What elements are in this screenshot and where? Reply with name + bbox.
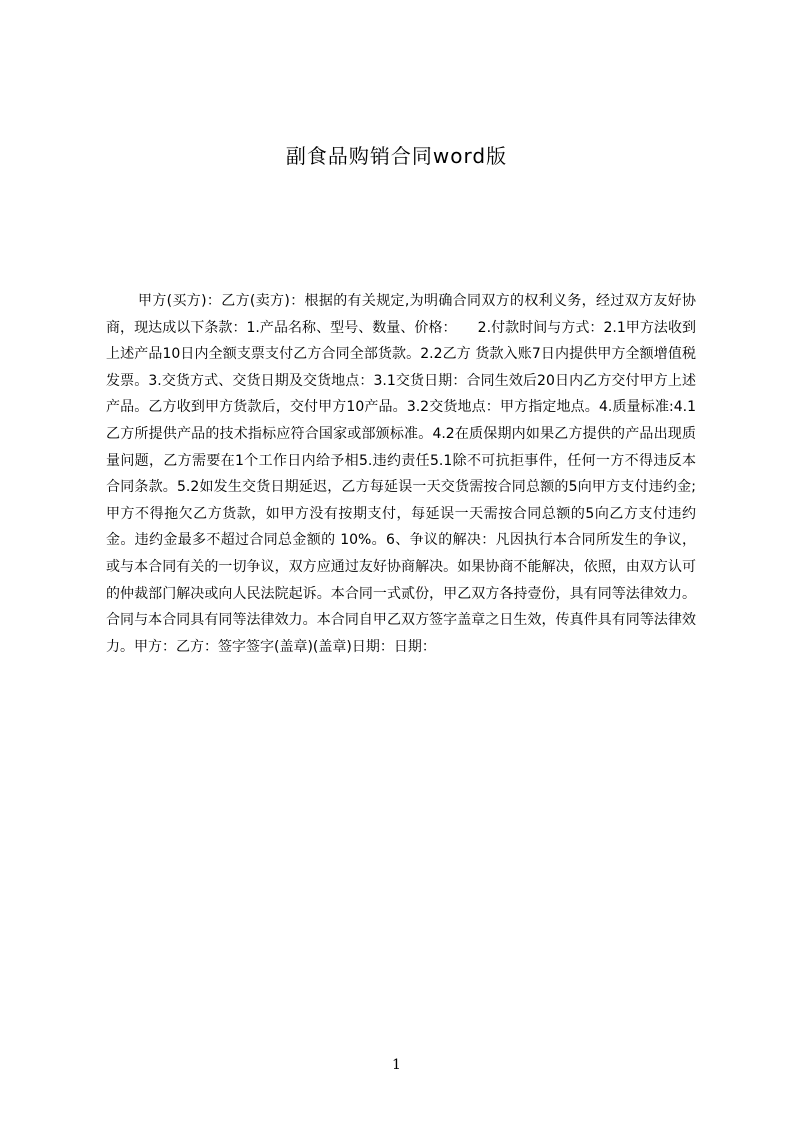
contract-body-text: 甲方(买方)：乙方(卖方)：根据的有关规定,为明确合同双方的权利义务，经过双方友好协商，现达成以下条款：1.产品名称、型号、数量、价格： 2.付款时间与方式：2.1甲方法收到上述产品10日内全额支票支付乙方合同全部货款。2.2乙方 货款入账7日内提供甲方全额增值税发票。3.交货方式、交货日期及交货地点：3.1交货日期：合同生效后20日内乙方交付甲方上述产品。乙方收到甲方货款后，交付甲方10产品。3.2交货地点：甲方指定地点。4.质量标准:4.1乙方所提供产品的技术指标应符合国家或部颁标准。4.2在质保期内如果乙方提供的产品出现质量问题，乙方需要在1个工作日内给予相5.违约责任5.1除不可抗拒事件，任何一方不得违反本合同条款。5.2如发生交货日期延迟，乙方每延误一天交货需按合同总额的5向甲方支付违约金;甲方不得拖欠乙方货款，如甲方没有按期支付，每延误一天需按合同总额的5向乙方支付违约金。违约金最多不超过合同总金额的 10%。6、争议的解决：凡因执行本合同所发生的争议，或与本合同有关的一切争议，双方应通过友好协商解决。如果协商不能解决，依照，由双方认可的仲裁部门解决或向人民法院起诉。本合同一式贰份，甲乙双方各持壹份，具有同等法律效力。合同与本合同具有同等法律效力。本合同自甲乙双方签字盖章之日生效，传真件具有同等法律效力。甲方：乙方：签字签字(盖章)(盖章)日期：日期： — [106, 293, 696, 655]
document-title: 副食品购销合同word版 — [285, 144, 508, 168]
page-number: 1 — [392, 1057, 401, 1073]
